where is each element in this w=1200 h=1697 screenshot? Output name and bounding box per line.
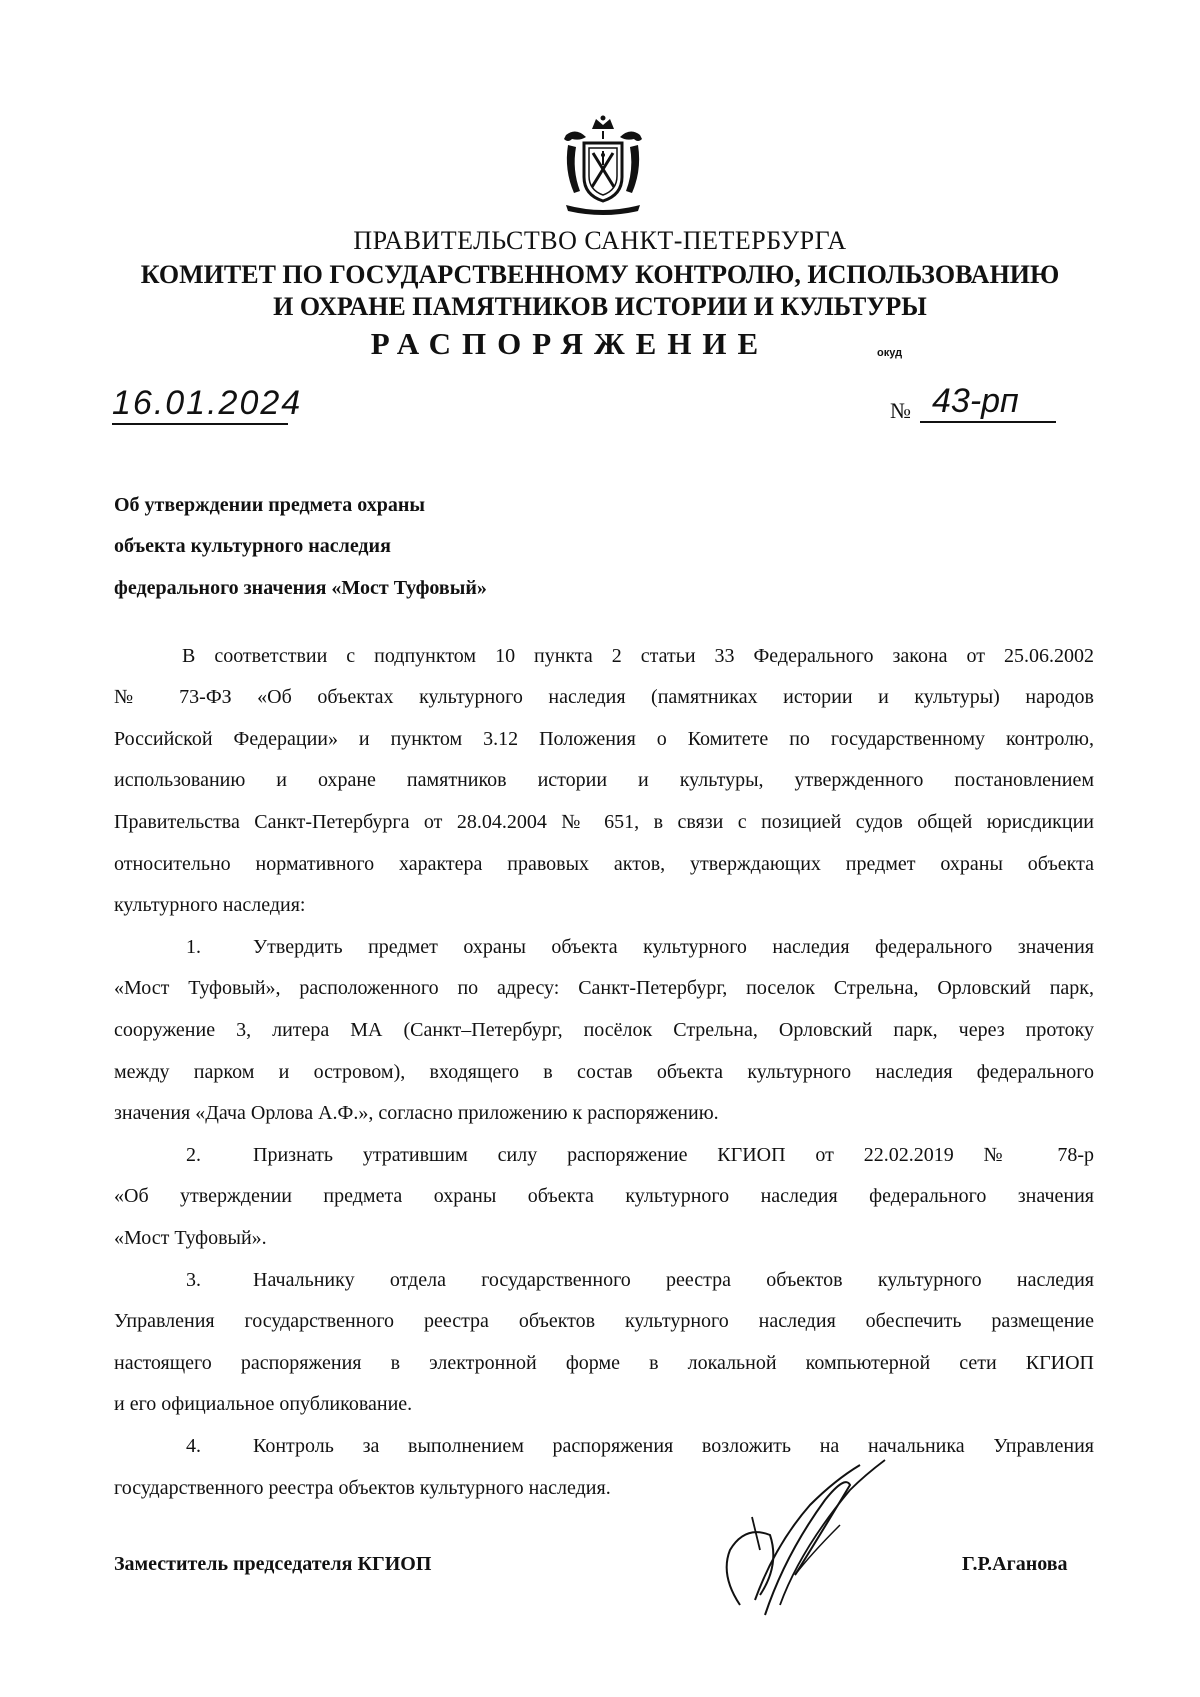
item-line: Утвердить предмет охраны объекта культурного наследия федерального значения: [253, 936, 1094, 958]
document-number: 43-рп: [920, 384, 1056, 423]
committee-name-line2: И ОХРАНЕ ПАМЯТНИКОВ ИСТОРИИ И КУЛЬТУРЫ: [273, 292, 927, 321]
committee-name-line1: КОМИТЕТ ПО ГОСУДАРСТВЕННОМУ КОНТРОЛЮ, ИСПОЛЬЗОВАНИЮ: [140, 260, 1060, 289]
item-line: Начальнику отдела государственного реестра объектов культурного наследия: [253, 1269, 1094, 1291]
signer-name: Г.Р.Аганова: [962, 1553, 1068, 1575]
coat-of-arms-icon: [558, 115, 648, 215]
item-line: и его официальное опубликование.: [114, 1393, 413, 1415]
item-line: «Об утверждении предмета охраны объекта культурного наследия федерального значения: [114, 1185, 1094, 1207]
item-line: «Мост Туфовый», расположенного по адресу: Санкт-Петербург, поселок Стрельна, Орловский парк,: [114, 977, 1094, 999]
preamble-line: использованию и охране памятников истории и культуры, утвержденного постановлением: [114, 769, 1094, 791]
document-date: 16.01.2024: [112, 386, 288, 425]
preamble-line: Российской Федерации» и пунктом 3.12 Положения о Комитете по государственному контролю,: [114, 728, 1094, 750]
preamble-line: культурного наследия:: [114, 894, 306, 916]
signer-title: Заместитель председателя КГИОП: [114, 1553, 432, 1575]
document-type-title: РАСПОРЯЖЕНИЕ: [370, 326, 770, 361]
preamble-line: № 73-ФЗ «Об объектах культурного наследия (памятниках истории и культуры) народов: [114, 686, 1094, 708]
item-line: Управления государственного реестра объектов культурного наследия обеспечить размещение: [114, 1310, 1094, 1332]
handwritten-signature-icon: [700, 1455, 890, 1620]
item-line: между парком и островом), входящего в состав объекта культурного наследия федерального: [114, 1061, 1094, 1083]
item-line: Контроль за выполнением распоряжения возложить на начальника Управления: [253, 1435, 1094, 1457]
item-line: сооружение 3, литера МА (Санкт–Петербург, посёлок Стрельна, Орловский парк, через протоку: [114, 1019, 1094, 1041]
item-line: значения «Дача Орлова А.Ф.», согласно приложению к распоряжению.: [114, 1102, 719, 1124]
item-line: «Мост Туфовый».: [114, 1227, 267, 1249]
okud-label: окуд: [877, 347, 903, 359]
item-number: 1.: [186, 936, 201, 958]
preamble-line: Правительства Санкт-Петербурга от 28.04.2004 № 651, в связи с позицией судов общей юрисдикции: [114, 811, 1094, 833]
preamble-line: В соответствии с подпунктом 10 пункта 2 статьи 33 Федерального закона от 25.06.2002: [182, 645, 1094, 667]
item-number: 2.: [186, 1144, 201, 1166]
subject-line1: Об утверждении предмета охраны: [114, 494, 425, 516]
item-number: 4.: [186, 1435, 201, 1457]
subject-line2: объекта культурного наследия: [114, 535, 391, 557]
number-sign: №: [890, 398, 911, 423]
subject-line3: федерального значения «Мост Туфовый»: [114, 577, 487, 599]
item-line: настоящего распоряжения в электронной форме в локальной компьютерной сети КГИОП: [114, 1352, 1094, 1374]
preamble-line: относительно нормативного характера правовых актов, утверждающих предмет охраны объекта: [114, 853, 1094, 875]
item-line: государственного реестра объектов культурного наследия.: [114, 1477, 611, 1499]
government-name: ПРАВИТЕЛЬСТВО САНКТ-ПЕТЕРБУРГА: [353, 226, 847, 255]
item-line: Признать утратившим силу распоряжение КГИОП от 22.02.2019 № 78-р: [253, 1144, 1094, 1166]
item-number: 3.: [186, 1269, 201, 1291]
